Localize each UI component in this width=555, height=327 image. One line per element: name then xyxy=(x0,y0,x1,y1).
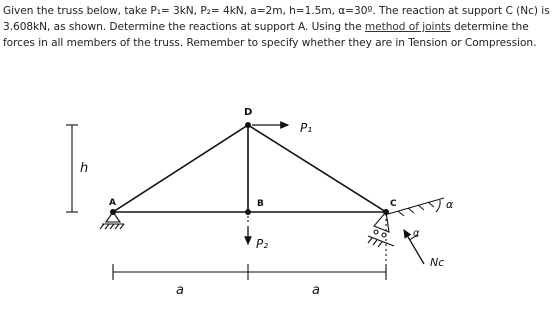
reaction-label-Nc: Nc xyxy=(430,256,445,269)
joint-D xyxy=(245,122,251,128)
member-AD xyxy=(113,125,248,212)
angle-label-alpha-Nc: α xyxy=(413,228,420,239)
member-DC xyxy=(248,125,386,212)
problem-line-1: Given the truss below, take P₁= 3kN, P₂= 4kN, a=2m, h=1.5m, α=30º. The reaction at support C (Nc) is xyxy=(3,5,550,17)
load-label-P1: P₁ xyxy=(300,121,313,135)
node-label-B: B xyxy=(257,199,264,209)
method-of-joints-link[interactable]: method of joints xyxy=(364,21,451,33)
node-label-A: A xyxy=(109,198,116,208)
node-label-C: C xyxy=(390,199,397,209)
load-label-P2: P₂ xyxy=(256,237,269,251)
dimension-label-a-left: a xyxy=(176,283,184,298)
span-dimension xyxy=(113,212,386,280)
problem-line-2-end: determine the xyxy=(450,21,529,33)
height-dimension xyxy=(66,125,78,212)
problem-line-2: 3.608kN, as shown. Determine the reactions at support A. Using the xyxy=(3,21,365,33)
dimension-label-h: h xyxy=(80,161,89,176)
angle-label-alpha-top: α xyxy=(446,198,454,211)
inclined-roller-support-C xyxy=(368,212,394,247)
dimension-label-a-right: a xyxy=(312,283,320,298)
problem-line-3: forces in all members of the truss. Remember to specify whether they are in Tension or Compression. xyxy=(3,37,537,49)
node-label-D: D xyxy=(244,107,253,118)
